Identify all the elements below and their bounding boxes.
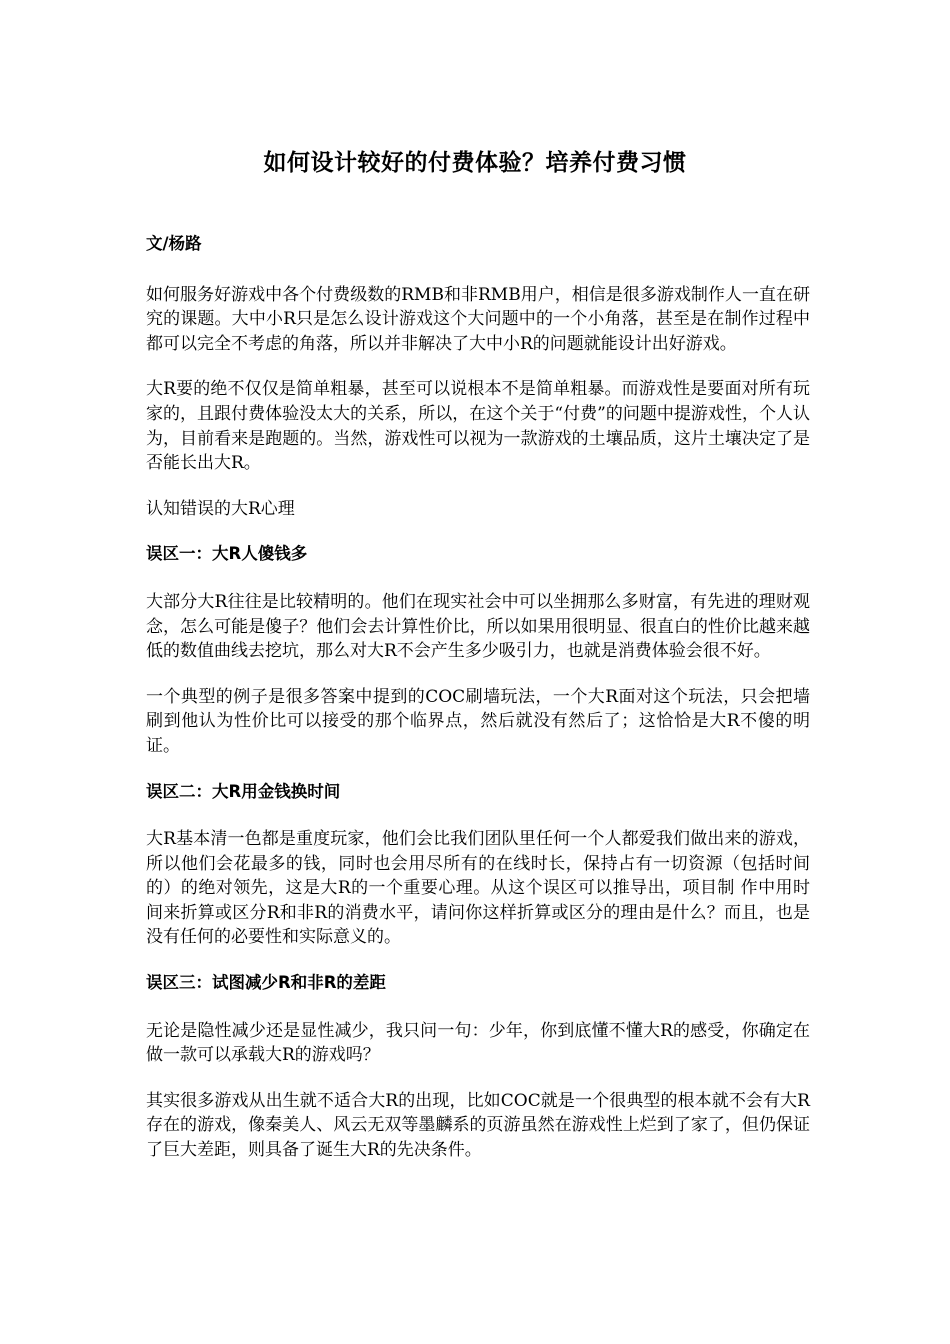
- page-title: 如何设计较好的付费体验？培养付费习惯: [263, 150, 687, 176]
- paragraph-myth-1-body: 大部分大R往往是比较精明的。他们在现实社会中可以坐拥那么多财富，有先进的理财观念，怎么可能是傻子？他们会去计算性价比，所以如果用很明显、很直白的性价比越来越低的数值曲线去挖坑，那么对大R不会产生多少吸引力，也就是消费体验会很不好。: [146, 591, 810, 662]
- paragraph-myth-3-body: 无论是隐性减少还是显性减少，我只问一句：少年，你到底懂不懂大R的感受，你确定在做一款可以承载大R的游戏吗？: [146, 1020, 810, 1066]
- paragraph-myth-3-example: 其实很多游戏从出生就不适合大R的出现，比如COC就是一个很典型的根本就不会有大R存在的游戏，像秦美人、风云无双等墨麟系的页游虽然在游戏性上烂到了家了，但仍保证了巨大差距，则具备了诞生大R的先决条件。: [146, 1090, 810, 1161]
- paragraph-myth-1-example: 一个典型的例子是很多答案中提到的COC刷墙玩法，一个大R面对这个玩法，只会把墙刷到他认为性价比可以接受的那个临界点，然后就没有然后了；这恰恰是大R不傻的明证。: [146, 686, 810, 756]
- section-heading-myth-2: 误区二：大R用金钱换时间: [146, 781, 341, 801]
- section-heading-myth-1: 误区一：大R人傻钱多: [146, 544, 308, 564]
- author-line: 文/杨路: [146, 234, 202, 253]
- paragraph-section-label: 认知错误的大R心理: [146, 498, 295, 519]
- paragraph-intro: 如何服务好游戏中各个付费级数的RMB和非RMB用户，相信是很多游戏制作人一直在研究的课题。大中小R只是怎么设计游戏这个大问题中的一个小角落，甚至是在制作过程中都可以完全不考虑的角落，所以并非解决了大中小R的问题就能设计出好游戏。: [146, 284, 810, 354]
- article-body: [146, 232, 810, 1184]
- paragraph-gameplay: 大R要的绝不仅仅是简单粗暴，甚至可以说根本不是简单粗暴。而游戏性是要面对所有玩家的，且跟付费体验没太大的关系，所以，在这个关于“付费”的问题中提游戏性，个人认为，目前看来是跑题的。当然，游戏性可以视为一款游戏的土壤品质，这片土壤决定了是否能长出大R。: [146, 379, 810, 474]
- section-heading-myth-3: 误区三：试图减少R和非R的差距: [146, 973, 386, 993]
- paragraph-myth-2-body: 大R基本清一色都是重度玩家，他们会比我们团队里任何一个人都爱我们做出来的游戏， 所以他们会花最多的钱，同时也会用尽所有的在线时长，保持占有一切资源（包括时间的）的绝对领先，这是大R的一个重要心理。从这个误区可以推导出，项目制 作中用时间来折算或区分R和非R的消费水平，请问你这样折算或区分的理由是什么？而且，也是没有任何的必要性和实际意义的。: [146, 829, 810, 948]
